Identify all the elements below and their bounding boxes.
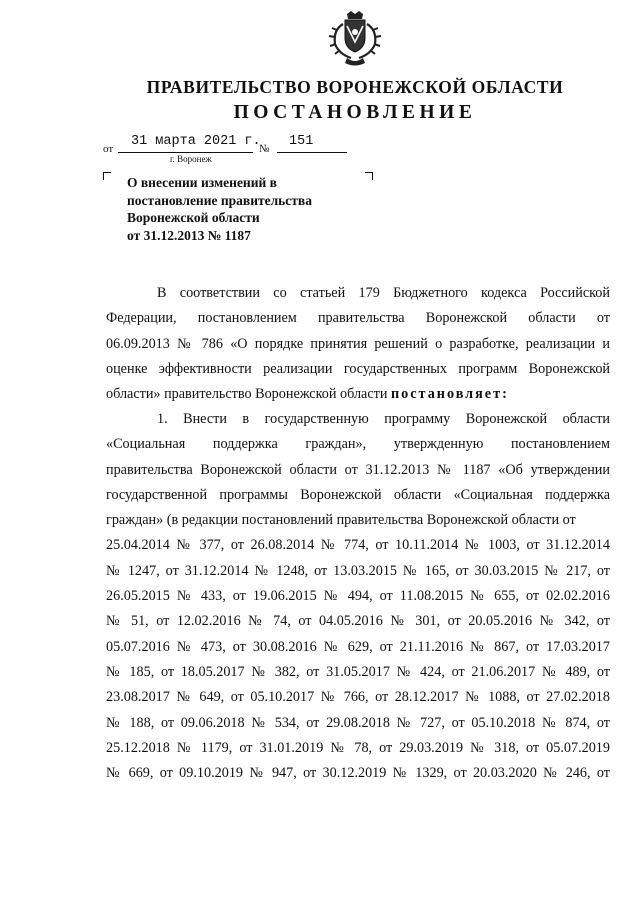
text-line [106,382,610,407]
government-title: ПРАВИТЕЛЬСТВО ВОРОНЕЖСКОЙ ОБЛАСТИ [146,77,564,97]
text-line: 26.05.2015 № 433, от 19.06.2015 № 494, от 11.08.2015 № 655, от 02.02.2016 [106,588,610,605]
subject-line: от 31.12.2013 № 1187 [127,227,251,243]
city-label: г. Воронеж [170,154,212,164]
text-line: граждан» (в редакции постановлений правительства Воронежской области от [106,512,576,529]
date-from-label: от [103,143,114,155]
subject-line: О внесении изменений в [127,175,277,190]
text-line: 23.08.2017 № 649, от 05.10.2017 № 766, от 28.12.2017 № 1088, от 27.02.2018 [106,689,610,706]
text-line: № 51, от 12.02.2016 № 74, от 04.05.2016 № 301, от 20.05.2016 № 342, от [106,613,610,630]
number-label: № [259,143,270,155]
document-subject [127,174,367,244]
date-field [118,134,261,153]
text-line: «Социальная поддержка граждан», утвержденную постановлением [106,436,610,453]
corner-mark-left [103,172,111,180]
text-line: № 185, от 18.05.2017 № 382, от 31.05.2017 № 424, от 21.06.2017 № 489, от [106,663,610,680]
item-1-paragraph [106,407,610,786]
subject-line: постановление правительства [127,192,312,208]
number-field [277,134,347,153]
decree-word: постановляет: [390,386,509,403]
document-number: 151 [289,134,314,149]
preamble-ending: области» правительство Воронежской области [106,386,388,403]
subject-line: Воронежской области [127,210,260,225]
text-line: правительства Воронежской области от 31.12.2013 № 1187 «Об утверждении [106,461,610,478]
document-date: 31 марта 2021 г. [131,134,261,149]
text-line: 05.07.2016 № 473, от 30.08.2016 № 629, от 21.11.2016 № 867, от 17.03.2017 [106,638,610,655]
text-line: № 1247, от 31.12.2014 № 1248, от 13.03.2015 № 165, от 30.03.2015 № 217, от [106,562,610,579]
text-line: № 669, от 09.10.2019 № 947, от 30.12.2019 № 1329, от 20.03.2020 № 246, от [106,765,610,782]
text-line: Федерации, постановлением правительства Воронежской области от [106,310,610,327]
text-line: 1. Внести в государственную программу Воронежской области [157,411,610,427]
text-line: государственной программы Воронежской области «Социальная поддержка [106,486,610,503]
text-line: 25.04.2014 № 377, от 26.08.2014 № 774, от 10.11.2014 № 1003, от 31.12.2014 [106,537,610,554]
text-line: 06.09.2013 № 786 «О порядке принятия решений о разработке, реализации и [106,335,610,352]
voronezh-coat-of-arms-icon [325,10,385,68]
text-line: № 188, от 09.06.2018 № 534, от 29.08.2018 № 727, от 05.10.2018 № 874, от [106,714,610,731]
preamble-paragraph [106,281,610,407]
text-line: В соответствии со статьей 179 Бюджетного кодекса Российской [157,285,610,301]
text-line: оценке эффективности реализации государственных программ Воронежской [106,360,610,377]
text-line: 25.12.2018 № 1179, от 31.01.2019 № 78, от 29.03.2019 № 318, от 05.07.2019 [106,739,610,756]
document-kind: ПОСТАНОВЛЕНИЕ [233,102,477,123]
